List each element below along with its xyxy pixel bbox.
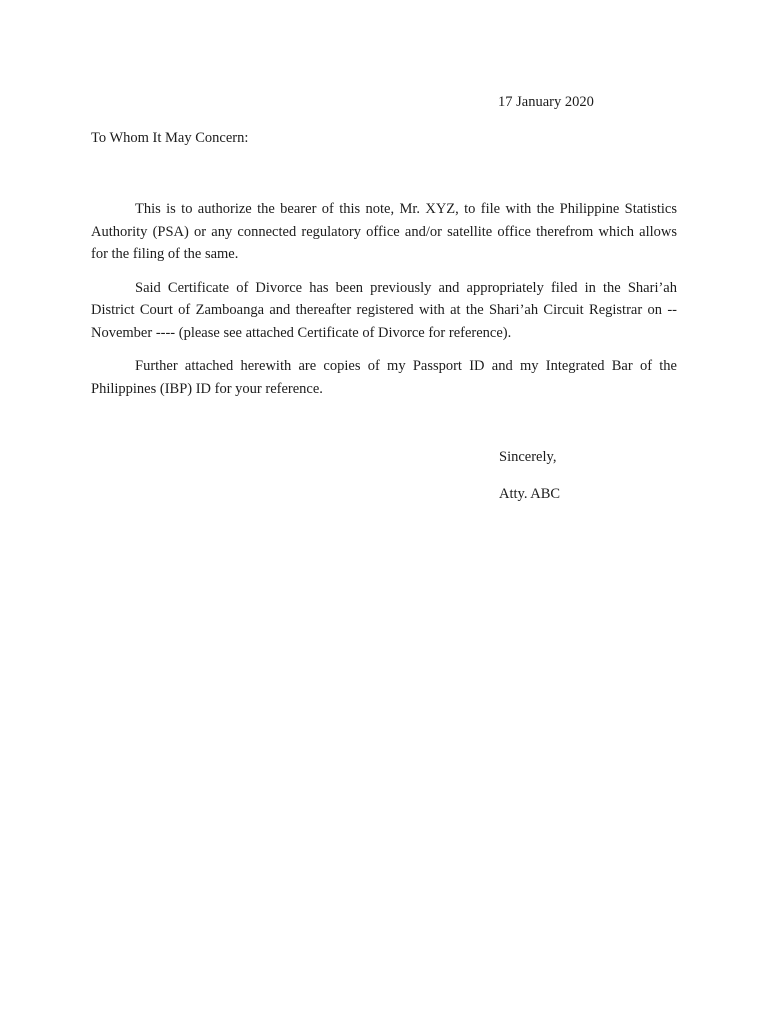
paragraph-attachments: Further attached herewith are copies of my Passport ID and my Integrated Bar of the Philippines (IBP) ID for your reference. <box>91 358 677 397</box>
paragraph-certificate: Said Certificate of Divorce has been previously and appropriately filed in the Shari’ah District Court of Zamboanga and thereafter registered with at the Shari’ah Circuit Registrar on -- November ---- (please see attached Certificate of Divorce for reference). <box>91 279 677 341</box>
letter-salutation: To Whom It May Concern: <box>91 130 249 146</box>
letter-date: 17 January 2020 <box>498 94 594 110</box>
paragraph-authorization: This is to authorize the bearer of this note, Mr. XYZ, to file with the Philippine Statistics Authority (PSA) or any connected regulatory office and/or satellite office therefrom which allows for the filing of the same. <box>91 201 677 262</box>
letter-signature: Atty. ABC <box>499 486 561 502</box>
letter-closing: Sincerely, <box>499 449 557 465</box>
letter-body <box>91 198 677 411</box>
